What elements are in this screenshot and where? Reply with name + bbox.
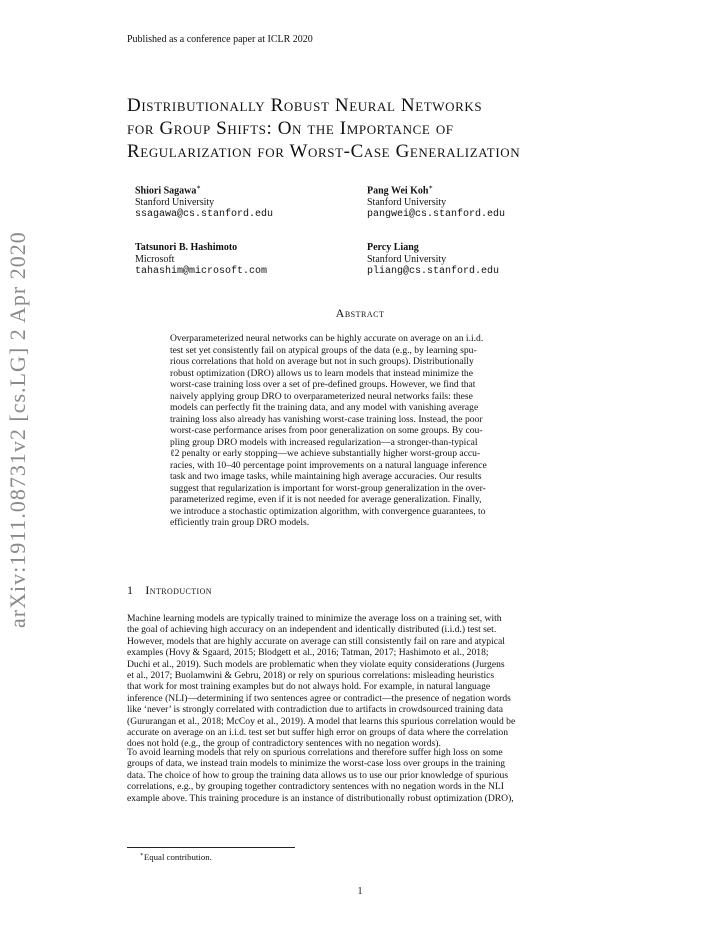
text-line: suggest that regularization is important for worst-group generalization in the over-	[170, 482, 486, 494]
author-block	[135, 182, 273, 221]
text-line: naively applying group DRO to overparameterized neural networks fails: these	[170, 390, 473, 402]
text-line: training loss also already has vanishing worst-case training loss. Instead, the poor	[170, 413, 483, 425]
arxiv-stamp: arXiv:1911.08731v2 [cs.LG] 2 Apr 2020	[5, 231, 30, 628]
author-affiliation: Microsoft	[135, 254, 175, 265]
text-line: that work for most training examples but do not always hold. For example, in natural language	[127, 681, 491, 693]
section-number: 1	[127, 583, 134, 597]
footnote-text: Equal contribution.	[143, 852, 212, 862]
author-affiliation: Stanford University	[367, 197, 447, 209]
text-line: pling group DRO models with increased regularization—a stronger-than-typical	[170, 436, 478, 448]
text-line: examples (Hovy & Sgaard, 2015; Blodgett et al., 2016; Tatman, 2017; Hashimoto et al., 2018;	[127, 647, 489, 659]
author-email[interactable]: pangwei@cs.stanford.edu	[367, 209, 506, 221]
text-line: Duchi et al., 2019). Such models are problematic when they violate equity considerations (Jurgens	[127, 658, 505, 670]
text-line: worst-case performance arises from poor generalization on some groups. By cou-	[170, 425, 483, 436]
title-line: Regularization for Worst-Case Generalization	[127, 141, 521, 162]
text-line: test set yet consistently fail on atypical groups of the data (e.g., by learning spu-	[170, 344, 477, 356]
text-line: et al., 2017; Buolamwini & Gebru, 2018) or rely on spurious correlations: misleading heuristics	[127, 670, 495, 682]
author-block	[367, 182, 505, 221]
author-block	[135, 242, 267, 278]
footnote	[140, 852, 212, 862]
title-line: for Group Shifts: On the Importance of	[127, 118, 454, 139]
author-email[interactable]: ssagawa@cs.stanford.edu	[135, 209, 274, 221]
text-line: data. The choice of how to group the training data allows us to use our prior knowledge of spurious	[127, 769, 509, 781]
intro-paragraph-2	[127, 747, 594, 804]
title-line: Distributionally Robust Neural Networks	[127, 95, 483, 116]
text-line: (Gururangan et al., 2018; McCoy et al., 2019). A model that learns this spurious correlation would be	[127, 715, 516, 727]
author-name: Shiori Sagawa	[135, 185, 197, 197]
text-line: accurate on average on an i.i.d. test set but suffer high error on groups of data where the correlation	[127, 727, 509, 739]
text-line: models can perfectly fit the training data, and any model with vanishing average	[170, 402, 479, 413]
author-email[interactable]: tahashim@microsoft.com	[135, 266, 268, 277]
author-email[interactable]: pliang@cs.stanford.edu	[367, 266, 500, 277]
text-line: ℓ2 penalty or early stopping—we achieve substantially higher worst-group accu-	[170, 448, 481, 459]
text-line: Machine learning models are typically trained to minimize the average loss on a training set, with	[127, 613, 502, 624]
author-affiliation: Stanford University	[135, 197, 215, 209]
page-number: 1	[357, 886, 363, 897]
author-affiliation: Stanford University	[367, 254, 447, 265]
text-line: rious correlations that hold on average but not in such groups). Distributionally	[170, 356, 474, 367]
text-line: parameterized regime, even if it is not needed for average generalization. Finally,	[170, 494, 482, 505]
text-line: does not hold (e.g., the group of contradictory sentences with no negation words).	[127, 738, 441, 750]
text-line: like ‘never’ is strongly correlated with contradiction due to artifacts in crowdsourced training data	[127, 704, 504, 716]
text-line: robust optimization (DRO) allows us to learn models that instead minimize the	[170, 367, 473, 379]
text-line: we introduce a stochastic optimization algorithm, with convergence guarantees, to	[170, 505, 486, 517]
section-title: Introduction	[145, 583, 212, 597]
text-line: correlations, e.g., by grouping together contradictory sentences with no negation words in the NLI	[127, 781, 504, 793]
text-line: groups of data, we instead train models to minimize the worst-case loss over groups in the training	[127, 758, 506, 770]
text-line: the goal of achieving high accuracy on an independent and identically distributed (i.i.d.) test set.	[127, 624, 497, 636]
text-line: task and two image tasks, while maintaining high average accuracies. Our results	[170, 471, 482, 482]
intro-paragraph-1	[127, 613, 594, 750]
text-line: Overparameterized neural networks can be highly accurate on average on an i.i.d.	[170, 333, 484, 344]
text-line: efficiently train group DRO models.	[170, 517, 310, 528]
paper-title	[127, 94, 647, 163]
text-line: However, models that are highly accurate on average can still consistently fail on rare and atypical	[127, 635, 505, 647]
footnote-mark: ∗	[140, 852, 144, 859]
section-heading	[127, 583, 212, 598]
author-name: Pang Wei Koh	[367, 185, 429, 197]
text-line: To avoid learning models that rely on spurious correlations and therefore suffer high loss on some	[127, 747, 503, 758]
text-line: worst-case training loss over a set of pre-defined groups. However, we find that	[170, 379, 476, 390]
author-name: Percy Liang	[367, 242, 419, 253]
author-name: Tatsunori B. Hashimoto	[135, 242, 238, 253]
running-header: Published as a conference paper at ICLR 2020	[127, 34, 313, 45]
text-line: example above. This training procedure is an instance of distributionally robust optimization (DRO),	[127, 792, 514, 804]
footnote-rule	[127, 847, 295, 848]
author-block	[367, 242, 499, 278]
text-line: inference (NLI)—determining if two sentences agree or contradict—the presence of negation words	[127, 692, 511, 704]
abstract-heading: Abstract	[335, 306, 385, 320]
equal-contribution-mark: ∗	[196, 184, 201, 191]
text-line: racies, with 10–40 percentage point improvements on a natural language inference	[170, 459, 487, 471]
abstract-body	[170, 333, 550, 529]
equal-contribution-mark: ∗	[428, 184, 433, 191]
